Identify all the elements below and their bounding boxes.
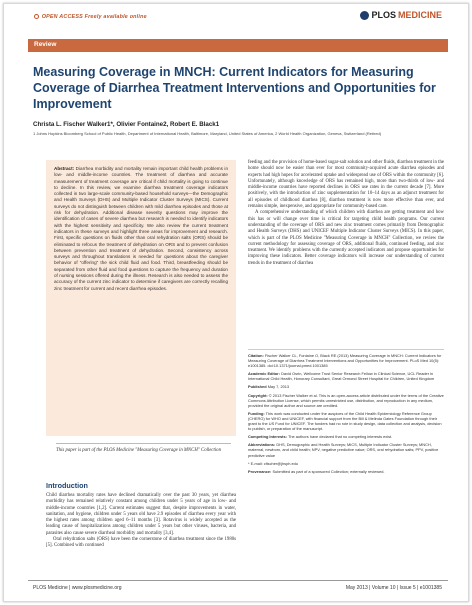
copyright-text: © 2013 Fischer Walker et al. This is an open-access article distributed under the terms of the Creative Commons Attribution License, which permits unrestricted use, distribution, and reproduction in any medium, provided the original author and source are credited. [248, 392, 444, 408]
open-access-lock-icon [34, 14, 39, 19]
article-metadata [248, 349, 444, 477]
open-access-text: OPEN ACCESS Freely available online [41, 14, 147, 20]
funding-label: Funding: [248, 410, 265, 416]
article-title: Measuring Coverage in MNCH: Current Indicators for Measuring Coverage of Diarrhea Treatment Interventions and Opportunities for Improvement [33, 65, 436, 111]
abbreviations-text: DHS, Demographic and Health Surveys; MICS, Multiple Indicator Cluster Surveys; MNCH, maternal, newborn, and child health; NPV, negative predictive value; ORS, oral rehydration salts; PPV, positive predictive value [248, 442, 439, 458]
editor-label: Academic Editor: [248, 371, 280, 377]
journal-name-plos: PLOS [371, 10, 396, 20]
citation-label: Citation: [248, 353, 264, 358]
affiliations: 1 Johns Hopkins Bloomberg School of Public Health, Department of International Health, Baltimore, Maryland, United States of America, 2 World Health Organization, Geneva, Switzerland (Retired) [33, 131, 382, 136]
abbreviations-block [248, 442, 444, 457]
copyright-block [248, 393, 444, 408]
right-paragraph-1: feeding and the provision of home-based sugar-salt solution and other fluids, diarrhea treatment in the home should now be easier than ever for most community-acquired acute diarrhea episodes and experts had high hopes for accelerated uptake and widespread use of ORS within the community [6]. Unfortunately, although knowledge of ORS has remained high, more than two-thirds of low- and middle-income countries have reported declines in ORS use rates in the current decade [7]. More positively, with the introduction of zinc supplementation for 10–14 days as an adjunct treatment for all episodes of childhood diarrhea [8], diarrhea treatment is now more effective than ever, and remains simple, inexpensive, and appropriate for community-based care. [248, 160, 444, 210]
funding-text: This work was conducted under the auspices of the Child Health Epidemiology Reference Group (CHERG) for WHO and UNICEF, with financial support from the Bill & Melinda Gates Foundation through their grant to the US Fund for UNICEF. The funders had no role in study design, data collection and analysis, decision to publish, or preparation of the manuscript. [248, 410, 442, 432]
intro-paragraph-1: Child diarrhea mortality rates have declined dramatically over the past 30 years, yet diarrhea morbidity has remained relatively constant among children under 5 years of age in low- and middle-income countries [1,2]. Current estimates suggest that, despite improvements in water, sanitation, and hygiene, children under 5 years old have 2.9 episodes of diarrhea every year with the highest rates among children aged 6–11 months [3]. Rotavirus is widely accepted as the leading cause of hospitalizations among children under 5 years but other viruses, bacteria, and parasites also cause severe diarrheal morbidity and mortality [3,4]. [46, 493, 236, 536]
intro-paragraph-2: Oral rehydration salts (ORS) have been the cornerstone of diarrhea treatment since the 1980s [5]. Combined with continued [46, 537, 236, 549]
journal-name-medicine: MEDICINE [397, 10, 442, 20]
article-type-band [28, 39, 448, 52]
plos-logo-icon [360, 11, 369, 20]
open-access-banner [33, 14, 147, 20]
competing-text: The authors have declared that no competing interests exist. [287, 434, 393, 440]
email-text: * E-mail: cfischer@jhsph.edu [248, 460, 299, 466]
abstract-text: Diarrhea morbidity and mortality remain important child health problems in low- and middle-income countries. The treatment of diarrhea and accurate measurement of treatment coverage are critical if child mortality is going to continue to decline. In this review, we examine diarrhea treatment coverage indicators collected in two large-scale community-based household surveys—the Demographic and Health Surveys (DHS) and Multiple Indicator Cluster Surveys (MICS). Current surveys do not distinguish between children with mild diarrhea episodes and those at risk for dehydration. Additional disease severity questions may improve the identification of cases of severe diarrhea but research is needed to identify indicators with the highest sensitivity and specificity. We also review the current treatment indicators in these surveys and highlight three areas for improvement and research. First, specific questions on fluids other than oral rehydration salts (ORS) should be eliminated to refocus the treatment of dehydration on ORS and to prevent confusion between prevention and treatment of dehydration. Second, consistency across surveys and throughout translations is needed for questions about the caregiver behavior of "offering" the sick child fluid and food. Third, breastfeeding should be separated from other fluid and food questions to capture the frequency and duration of nursing sessions offered during the illness. Research is also needed to assess the accuracy of the current zinc indicator to determine if caregivers are correctly recalling zinc treatment for current and recent diarrhea episodes. [54, 166, 228, 291]
funding-block [248, 411, 444, 431]
footer-journal: PLOS Medicine | www.plosmedicine.org [33, 585, 122, 591]
note-divider [56, 443, 231, 444]
published-block [248, 384, 444, 389]
competing-block [248, 434, 444, 439]
introduction-heading: Introduction [46, 481, 88, 490]
abstract-label: Abstract: [54, 166, 75, 171]
provenance-block [248, 469, 444, 474]
abbreviations-label: Abbreviations: [248, 442, 276, 448]
footer-divider [28, 580, 448, 581]
footer-issue: May 2013 | Volume 10 | Issue 5 | e1001385 [345, 585, 442, 591]
author-list: Christa L. Fischer Walker1*, Olivier Fontaine2, Robert E. Black1 [33, 121, 220, 128]
abstract-box [46, 160, 236, 436]
article-type-label: Review [34, 41, 57, 48]
collection-note: This paper is part of the PLOS Medicine "Measuring Coverage in MNCH" Collection [56, 448, 221, 453]
right-column-body [248, 160, 444, 267]
competing-label: Competing Interests: [248, 434, 287, 440]
journal-logo [360, 10, 442, 20]
provenance-label: Provenance: [248, 468, 272, 474]
editor-block [248, 371, 444, 381]
published-label: Published [248, 384, 267, 390]
email-block [248, 461, 444, 466]
copyright-label: Copyright: [248, 392, 268, 398]
editor-text: David Osrin, Wellcome Trust Senior Research Fellow in Clinical Science, UCL Reader in International Child Health, Honorary Consultant, Great Ormond Street Hospital for Children, United Kingdom [248, 371, 435, 382]
provenance-text: Submitted as part of a sponsored Collection; externally reviewed. [272, 468, 385, 474]
citation-block [248, 353, 444, 368]
citation-text: Fischer Walker CL, Fontaine O, Black RE (2013) Measuring Coverage in MNCH: Current Indicators for Measuring Coverage of Diarrhea Treatment Interventions and Opportunities for Improvement. PLoS Med 10(5): e1001385. doi:10.1371/journal.pmed.1001385 [248, 353, 442, 369]
introduction-body [46, 493, 236, 550]
right-paragraph-2: A comprehensive understanding of which children with diarrhea are getting treatment and how this has or will change over time is critical for targeting child health programs. Our current understanding of the coverage of ORS and new zinc treatment comes primarily from Demographic and Health Surveys (DHS) and UNICEF Multiple Indicator Cluster Surveys (MICS). In this paper, which is part of the PLOS Medicine "Measuring Coverage in MNCH" Collection, we review the current methodology for assessing coverage of ORS, additional fluids, continued feeding, and zinc treatment. We identify problems with the currently accepted indicators and propose opportunities for improving these indicators. Better coverage indicators will increase our understanding of current trends in the treatment of diarrhea [248, 210, 444, 266]
published-text: May 7, 2013 [267, 384, 290, 390]
